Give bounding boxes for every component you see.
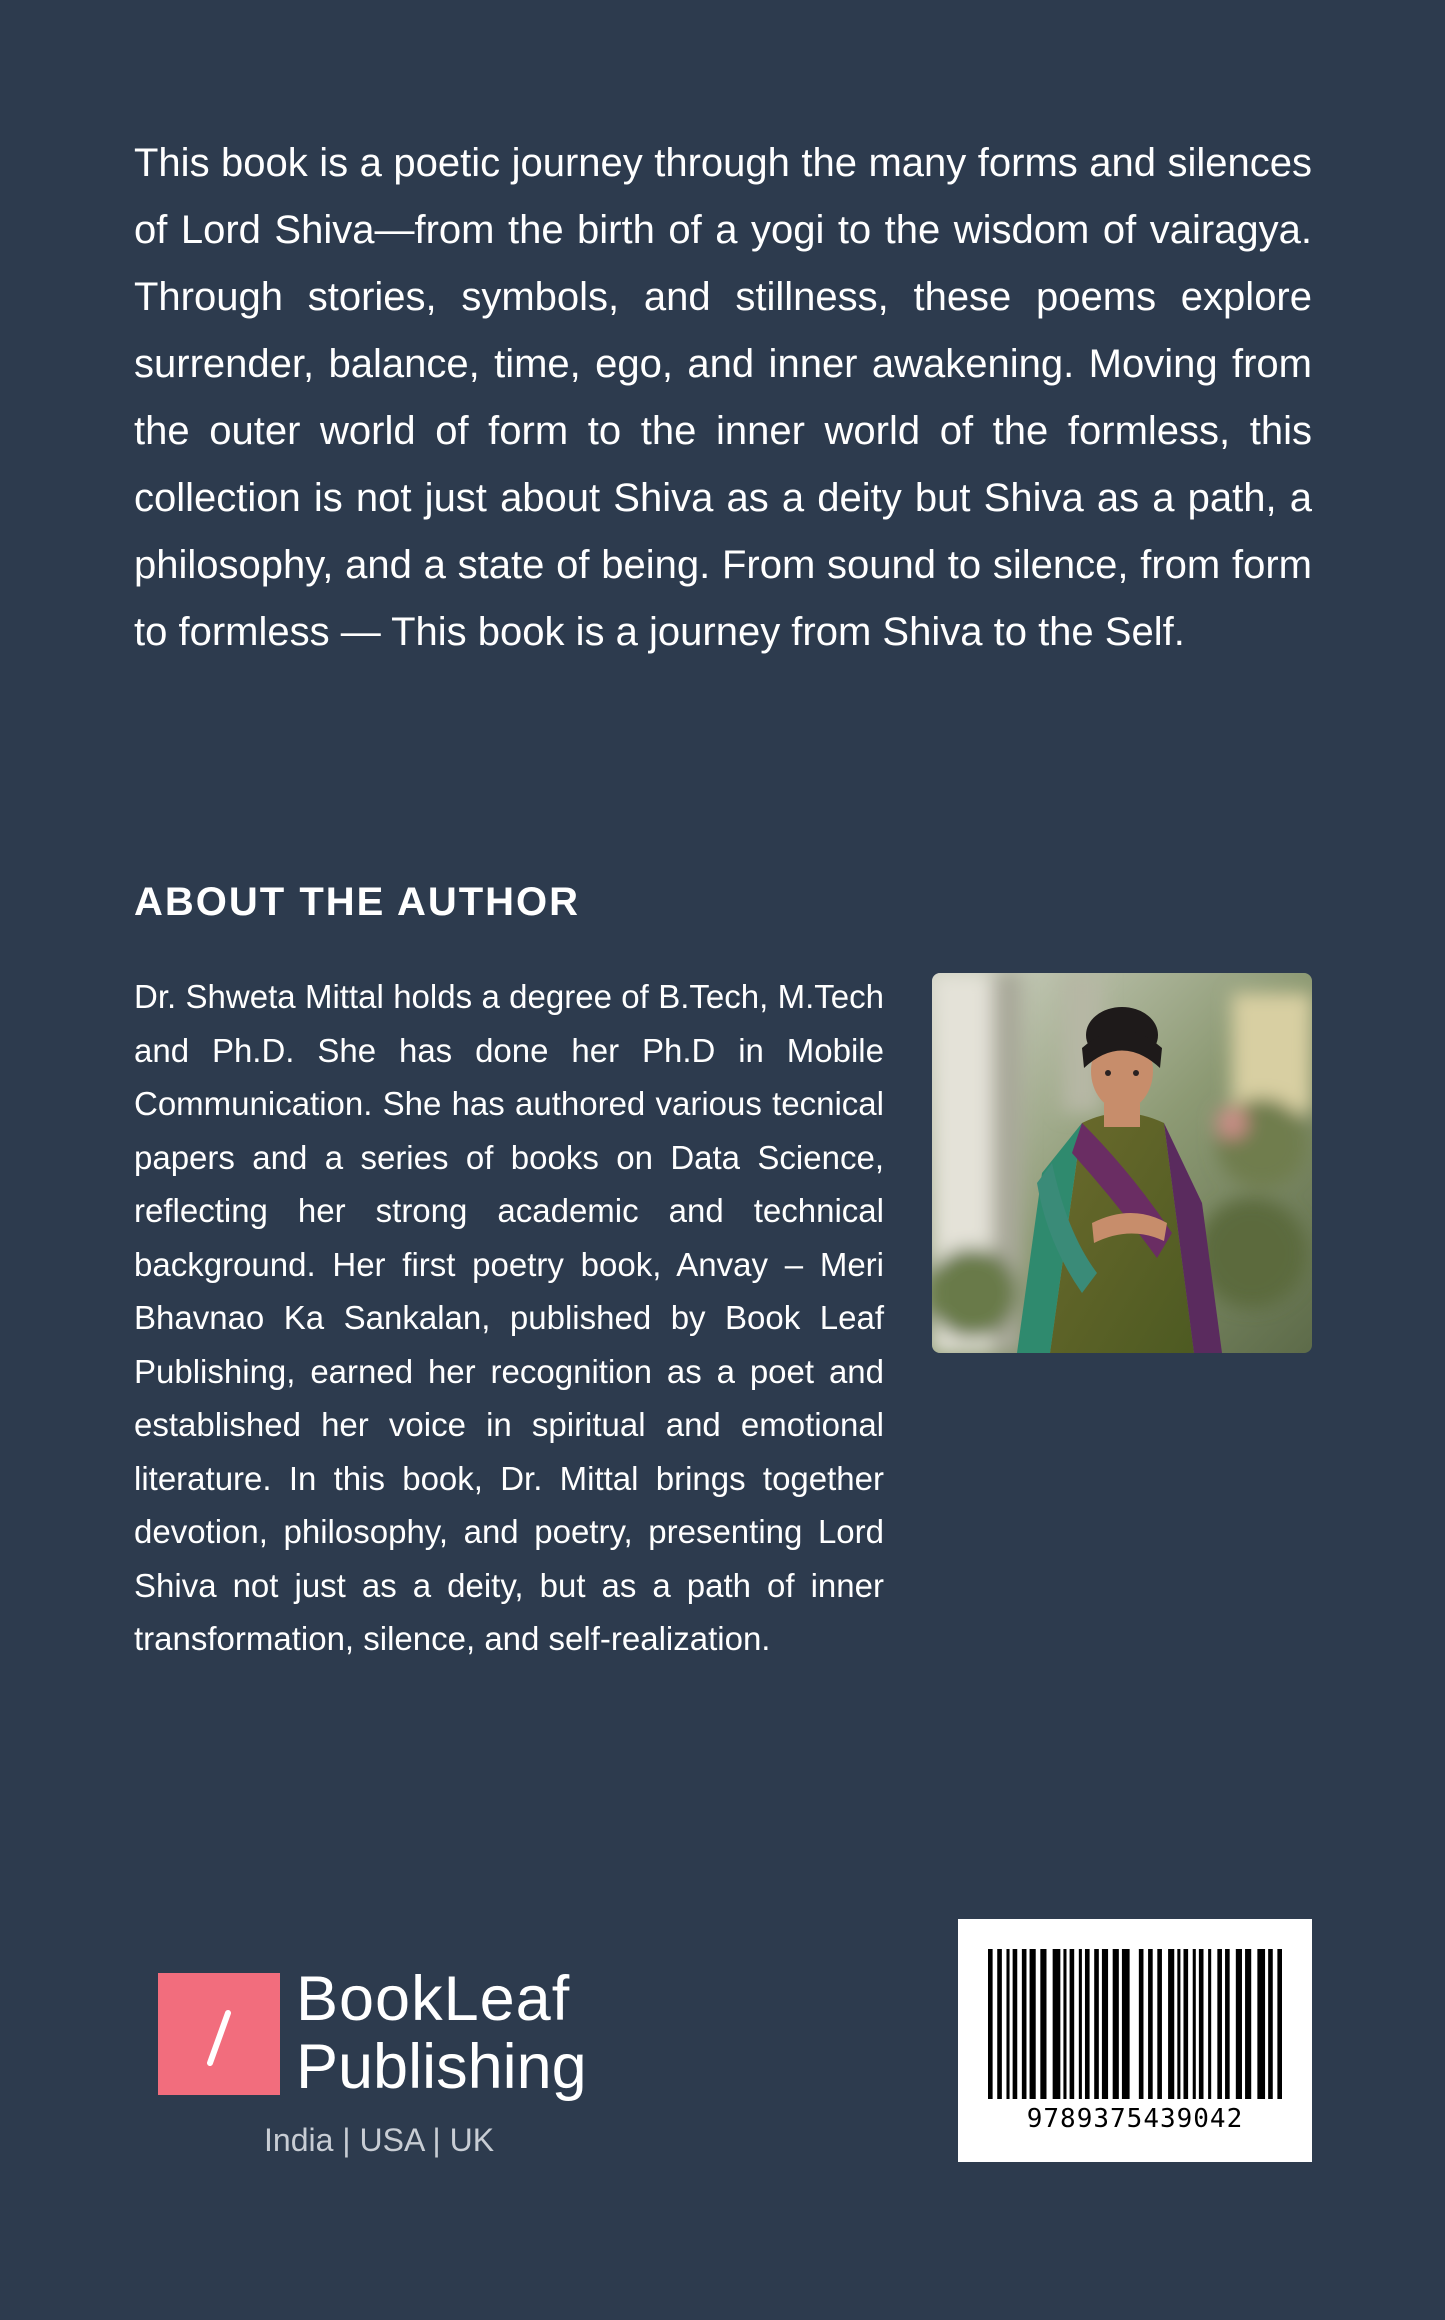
author-bio: Dr. Shweta Mittal holds a degree of B.Tech, M.Tech and Ph.D. She has done her Ph.D in Mobile Communication. She has authored various tecnical papers and a series of books on Data Science, reflecting her strong academic and technical background. Her first poetry book, Anvay – Meri Bhavnao Ka Sankalan, published by Book Leaf Publishing, earned her recognition as a poet and established her voice in spiritual and emotional literature. In this book, Dr. Mittal brings together devotion, philosophy, and poetry, presenting Lord Shiva not just as a deity, but as a path of inner transformation, silence, and self-realization. [134, 978, 884, 1657]
barcode-bar [1139, 1949, 1144, 2099]
barcode-bar [1236, 1949, 1242, 2099]
barcode-bar [1168, 1949, 1174, 2099]
barcode-bar [1113, 1949, 1119, 2099]
barcode-bar [1122, 1949, 1130, 2099]
barcode-bar [1177, 1949, 1180, 2099]
barcode-bar [1013, 1949, 1018, 2099]
isbn-barcode [958, 1919, 1312, 2162]
barcode-bar [1070, 1949, 1075, 2099]
about-author-heading: ABOUT THE AUTHOR [134, 880, 581, 924]
barcode-bar [1257, 1949, 1265, 2099]
barcode-bar [1063, 1949, 1066, 2099]
barcode-bar [1199, 1949, 1204, 2099]
barcode-bar [1148, 1949, 1153, 2099]
barcode-bar [1079, 1949, 1082, 2099]
publisher-name-line1: BookLeaf [296, 1964, 571, 2034]
barcode-bar [1102, 1949, 1108, 2099]
barcode-bar [1094, 1949, 1099, 2099]
barcode-bar [1157, 1949, 1162, 2099]
barcode-bar [1268, 1949, 1273, 2099]
barcode-bar [997, 1949, 1002, 2099]
barcode-bar [1183, 1949, 1188, 2099]
barcode-bar [1217, 1949, 1222, 2099]
barcode-bar [1193, 1949, 1196, 2099]
barcode-bar [1208, 1949, 1211, 2099]
isbn-number: 9789375439042 [1026, 2104, 1244, 2134]
barcode-bar [1277, 1949, 1282, 2099]
barcode-bar [988, 1949, 993, 2099]
author-photo [932, 973, 1312, 1353]
barcode-bar [1245, 1949, 1251, 2099]
publisher-logo [158, 1964, 618, 2170]
barcode-bar [1022, 1949, 1027, 2099]
barcode-bar [1030, 1949, 1036, 2099]
publisher-name-line2: Publishing [296, 2032, 587, 2102]
barcode-bars [988, 1949, 1282, 2099]
publisher-tagline: India | USA | UK [264, 2122, 495, 2158]
barcode-bar [1040, 1949, 1046, 2099]
barcode-bar [1053, 1949, 1061, 2099]
book-blurb: This book is a poetic journey through the many forms and silences of Lord Shiva—from the birth of a yogi to the wisdom of vairagya. Through stories, symbols, and stillness, these poems explore surrender, balance, time, ego, and inner awakening. Moving from the outer world of form to the inner world of the formless, this collection is not just about Shiva as a deity but Shiva as a path, a philosophy, and a state of being. From sound to silence, from form to formless — This book is a journey from Shiva to the Self. [134, 141, 1312, 654]
barcode-bar [1006, 1949, 1009, 2099]
barcode-bar [1085, 1949, 1090, 2099]
barcode-bar [1225, 1949, 1230, 2099]
slash-logo-icon [158, 1973, 280, 2095]
